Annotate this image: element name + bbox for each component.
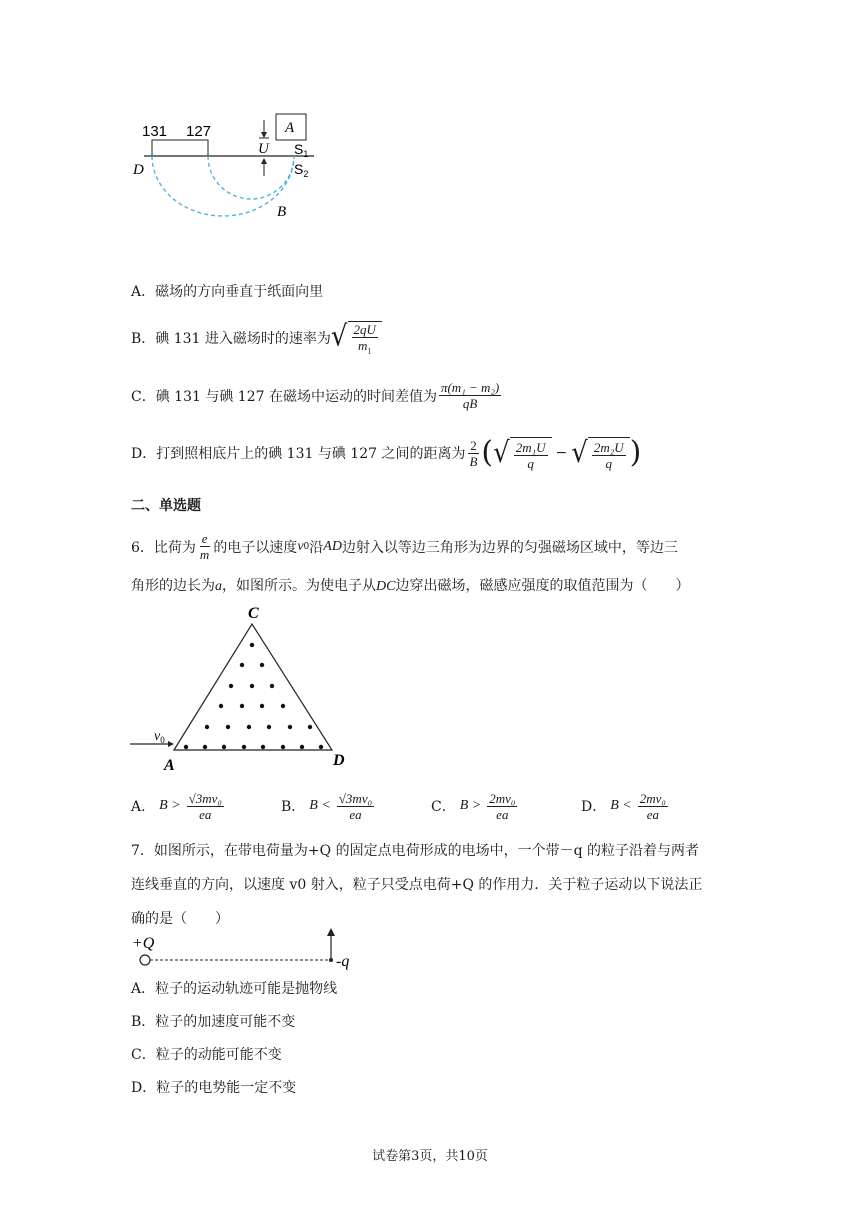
q6-option-0: A． B > $\frac{\text{√3mv₀}}{ea}$ — [131, 790, 222, 822]
negative-charge — [329, 958, 333, 962]
label-s2: $S_2$ — [294, 161, 309, 179]
trajectory-127 — [208, 156, 294, 199]
photo-plate — [152, 140, 208, 156]
field-dot — [205, 725, 209, 729]
field-dot — [242, 745, 246, 749]
field-dot — [229, 684, 233, 688]
sqrt-expression: √ $\frac{2qU}{m_1}$ — [331, 318, 382, 359]
label-a: A — [285, 120, 295, 136]
q6-option-2: C． B > $\frac{\text{2mv₀}}{ea}$ — [431, 790, 516, 822]
field-dot — [247, 725, 251, 729]
field-dot — [184, 745, 188, 749]
q6-option-3: D． B < $\frac{\text{2mv₀}}{ea}$ — [581, 790, 666, 822]
field-dot — [308, 725, 312, 729]
field-dot — [270, 684, 274, 688]
field-dot — [261, 745, 265, 749]
q5-option-a: A．磁场的方向垂直于纸面向里 — [131, 284, 324, 300]
field-dot — [260, 663, 264, 667]
label-131: 131 — [142, 123, 168, 140]
q7-line-1: 7．如图所示，在带电荷量为+Q 的固定点电荷形成的电场中，一个带－q 的粒子沿着与两者 — [131, 843, 699, 859]
q6-option-1: B． B < $\frac{\text{√3mv₀}}{ea}$ — [281, 790, 373, 822]
magnetic-field-dots — [184, 643, 323, 749]
page-footer: 试卷第3页，共10页 — [372, 1149, 488, 1164]
field-dot — [300, 745, 304, 749]
q5-option-d: D．打到照相底片上的碘 131 与碘 127 之间的距离为 $\frac{2}{B}$ ( √ $\frac{\text{2m₁U}}{q}$ − √ $\frac{\text{2m₂U}}{q}$ ) — [131, 435, 642, 471]
q7-options — [131, 977, 731, 1109]
q6-options — [131, 787, 771, 825]
label-minus-q: -q — [336, 953, 350, 970]
triangle-field-figure — [128, 602, 358, 778]
label-v0: $v_0$ — [154, 729, 165, 745]
label-d: D — [133, 162, 144, 178]
field-dot — [250, 643, 254, 647]
label-s1: $S_1$ — [294, 141, 309, 159]
q6-line-1: 6．比荷为 $\frac{e}{m}$ 的电子以速度 v 0 沿 AD 边射入以等边三角形为边界的匀强磁场区域中，等边三 — [131, 531, 678, 562]
q7-line-2: 连线垂直的方向，以速度 v0 射入，粒子只受点电荷+Q 的作用力．关于粒子运动以下说法正 — [131, 877, 703, 893]
label-b: B — [277, 204, 287, 220]
field-dot — [267, 725, 271, 729]
field-dot — [219, 704, 223, 708]
field-dot — [240, 704, 244, 708]
label-a: A — [164, 757, 175, 774]
field-dot — [281, 704, 285, 708]
q6-line-2: 角形的边长为a，如图所示。为使电子从DC边穿出磁场，磁感应强度的取值范围为（ ） — [131, 578, 690, 594]
q7-line-3: 确的是（ ） — [131, 911, 229, 927]
field-dot — [240, 663, 244, 667]
field-dot — [226, 725, 230, 729]
q5-option-c: C．碘 131 与碘 127 在磁场中运动的时间差值为 $\frac{\text{π(m₁ − m₂)}}{qB}$ — [131, 380, 500, 411]
label-plus-q: +Q — [132, 935, 155, 952]
field-dot — [250, 684, 254, 688]
field-dot — [260, 704, 264, 708]
label-d: D — [333, 752, 345, 769]
trajectory-131 — [152, 156, 294, 216]
q7-option-0: A．粒子的运动轨迹可能是抛物线 — [131, 981, 338, 997]
label-u: U — [258, 141, 269, 157]
field-dot — [222, 745, 226, 749]
q5-option-b: B．碘 131 进入磁场时的速率为 √ $\frac{2qU}{m_1}$ — [131, 318, 382, 359]
time-diff-fraction: $\frac{\text{π(m₁ − m₂)}}{qB}$ — [440, 380, 500, 411]
field-dot — [319, 745, 323, 749]
field-dot — [281, 745, 285, 749]
q7-option-2: C．粒子的动能可能不变 — [131, 1047, 282, 1063]
point-charge-figure — [128, 926, 368, 972]
label-c: C — [248, 605, 259, 622]
label-127: 127 — [186, 123, 212, 140]
section-heading: 二、单选题 — [131, 498, 201, 514]
mass-spectrometer-figure — [128, 108, 328, 228]
q7-stem — [131, 834, 741, 936]
q7-option-3: D．粒子的电势能一定不变 — [131, 1080, 297, 1096]
positive-charge — [140, 955, 150, 965]
field-dot — [203, 745, 207, 749]
q7-option-1: B．粒子的加速度可能不变 — [131, 1014, 296, 1030]
field-dot — [288, 725, 292, 729]
